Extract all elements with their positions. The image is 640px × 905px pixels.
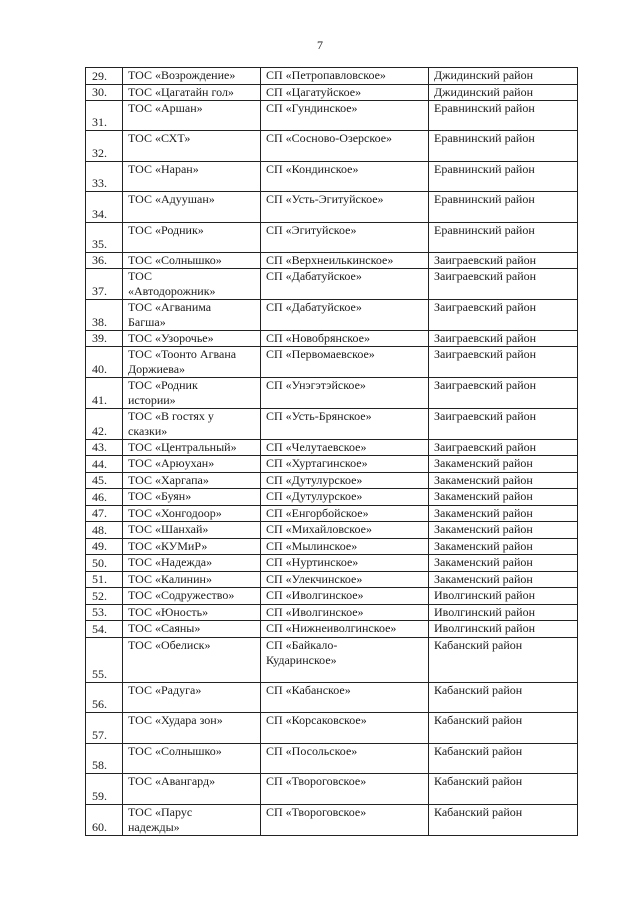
tos-name-cell: ТОС «Юность» xyxy=(123,605,261,621)
table-row xyxy=(86,473,578,489)
row-number-cell: 39. xyxy=(86,331,123,347)
tos-name-cell: ТОС «Адуушан» xyxy=(123,192,261,223)
row-number-cell: 44. xyxy=(86,456,123,473)
settlement-cell: СП «Корсаковское» xyxy=(261,713,429,744)
tos-name-cell: ТОС «Возрождение» xyxy=(123,68,261,85)
tos-name-cell: ТОС «Радуга» xyxy=(123,683,261,713)
tos-name-cell: ТОС «Родник истории» xyxy=(123,378,261,409)
row-number-cell: 59. xyxy=(86,774,123,805)
table-row xyxy=(86,440,578,456)
tos-name-cell: ТОС «Буян» xyxy=(123,489,261,506)
row-number-cell: 57. xyxy=(86,713,123,744)
district-cell: Заиграевский район xyxy=(429,347,578,378)
settlement-cell: СП «Нуртинское» xyxy=(261,555,429,572)
district-cell: Закаменский район xyxy=(429,489,578,506)
row-number-cell: 49. xyxy=(86,539,123,555)
tos-name-cell: ТОС «Узорочье» xyxy=(123,331,261,347)
settlement-cell: СП «Улекчинское» xyxy=(261,572,429,588)
row-number-cell: 50. xyxy=(86,555,123,572)
district-cell: Закаменский район xyxy=(429,506,578,522)
district-cell: Еравнинский район xyxy=(429,162,578,192)
tos-name-cell: ТОС «Калинин» xyxy=(123,572,261,588)
row-number-cell: 30. xyxy=(86,85,123,101)
settlement-cell: СП «Твороговское» xyxy=(261,805,429,836)
page-number: 7 xyxy=(317,38,323,52)
table-row xyxy=(86,162,578,192)
table-row xyxy=(86,85,578,101)
settlement-cell: СП «Байкало- Кударинское» xyxy=(261,638,429,683)
district-cell: Закаменский район xyxy=(429,539,578,555)
table-row xyxy=(86,253,578,269)
row-number-cell: 36. xyxy=(86,253,123,269)
table-row xyxy=(86,774,578,805)
table-row xyxy=(86,805,578,836)
tos-name-cell: ТОС «Цагатайн гол» xyxy=(123,85,261,101)
row-number-cell: 53. xyxy=(86,605,123,621)
tos-name-cell: ТОС «Парус надежды» xyxy=(123,805,261,836)
tos-name-cell: ТОС «Шанхай» xyxy=(123,522,261,539)
settlement-cell: СП «Нижнеиволгинское» xyxy=(261,621,429,638)
table-row xyxy=(86,456,578,473)
district-cell: Закаменский район xyxy=(429,572,578,588)
row-number-cell: 34. xyxy=(86,192,123,223)
row-number-cell: 51. xyxy=(86,572,123,588)
settlement-cell: СП «Усть-Брянское» xyxy=(261,409,429,440)
settlement-cell: СП «Усть-Эгитуйское» xyxy=(261,192,429,223)
tos-name-cell: ТОС «Наран» xyxy=(123,162,261,192)
tos-name-cell: ТОС «Центральный» xyxy=(123,440,261,456)
settlement-cell: СП «Эгитуйское» xyxy=(261,223,429,253)
tos-name-cell: ТОС «СХТ» xyxy=(123,131,261,162)
row-number-cell: 41. xyxy=(86,378,123,409)
table-row xyxy=(86,555,578,572)
tos-name-cell: ТОС «Родник» xyxy=(123,223,261,253)
tos-name-cell: ТОС «Автодорожник» xyxy=(123,269,261,300)
table-row xyxy=(86,269,578,300)
row-number-cell: 32. xyxy=(86,131,123,162)
row-number-cell: 60. xyxy=(86,805,123,836)
tos-name-cell: ТОС «КУМиР» xyxy=(123,539,261,555)
settlement-cell: СП «Михайловское» xyxy=(261,522,429,539)
settlement-cell: СП «Енгорбойское» xyxy=(261,506,429,522)
settlement-cell: СП «Иволгинское» xyxy=(261,605,429,621)
row-number-cell: 46. xyxy=(86,489,123,506)
tos-name-cell: ТОС «В гостях у сказки» xyxy=(123,409,261,440)
district-cell: Заиграевский район xyxy=(429,409,578,440)
settlement-cell: СП «Челутаевское» xyxy=(261,440,429,456)
settlement-cell: СП «Твороговское» xyxy=(261,774,429,805)
table-row xyxy=(86,506,578,522)
district-cell: Джидинский район xyxy=(429,85,578,101)
district-cell: Иволгинский район xyxy=(429,621,578,638)
settlement-cell: СП «Петропавловское» xyxy=(261,68,429,85)
table-row xyxy=(86,192,578,223)
district-cell: Заиграевский район xyxy=(429,331,578,347)
district-cell: Закаменский район xyxy=(429,555,578,572)
row-number-cell: 56. xyxy=(86,683,123,713)
settlement-cell: СП «Дабатуйское» xyxy=(261,269,429,300)
district-cell: Еравнинский район xyxy=(429,131,578,162)
table-row xyxy=(86,223,578,253)
table-row xyxy=(86,68,578,85)
tos-name-cell: ТОС «Тоонто Агвана Доржиева» xyxy=(123,347,261,378)
district-cell: Заиграевский район xyxy=(429,253,578,269)
row-number-cell: 33. xyxy=(86,162,123,192)
table-row xyxy=(86,522,578,539)
tos-name-cell: ТОС «Саяны» xyxy=(123,621,261,638)
table-row xyxy=(86,683,578,713)
table-row xyxy=(86,131,578,162)
table-row xyxy=(86,713,578,744)
row-number-cell: 40. xyxy=(86,347,123,378)
tos-name-cell: ТОС «Солнышко» xyxy=(123,744,261,774)
settlement-cell: СП «Первомаевское» xyxy=(261,347,429,378)
district-cell: Еравнинский район xyxy=(429,101,578,131)
district-cell: Кабанский район xyxy=(429,805,578,836)
table-row xyxy=(86,331,578,347)
table-row xyxy=(86,744,578,774)
district-cell: Еравнинский район xyxy=(429,192,578,223)
row-number-cell: 31. xyxy=(86,101,123,131)
district-cell: Заиграевский район xyxy=(429,300,578,331)
row-number-cell: 55. xyxy=(86,638,123,683)
table-row xyxy=(86,300,578,331)
table-row xyxy=(86,101,578,131)
tos-name-cell: ТОС «Аршан» xyxy=(123,101,261,131)
row-number-cell: 48. xyxy=(86,522,123,539)
row-number-cell: 45. xyxy=(86,473,123,489)
row-number-cell: 35. xyxy=(86,223,123,253)
settlement-cell: СП «Гундинское» xyxy=(261,101,429,131)
district-cell: Заиграевский район xyxy=(429,269,578,300)
tos-register-table xyxy=(85,67,578,836)
row-number-cell: 29. xyxy=(86,68,123,85)
table-row xyxy=(86,489,578,506)
table-row xyxy=(86,588,578,605)
row-number-cell: 37. xyxy=(86,269,123,300)
tos-name-cell: ТОС «Худара зон» xyxy=(123,713,261,744)
table-row xyxy=(86,409,578,440)
table-row xyxy=(86,572,578,588)
table-row xyxy=(86,605,578,621)
district-cell: Закаменский район xyxy=(429,456,578,473)
district-cell: Иволгинский район xyxy=(429,588,578,605)
district-cell: Джидинский район xyxy=(429,68,578,85)
district-cell: Кабанский район xyxy=(429,683,578,713)
row-number-cell: 58. xyxy=(86,744,123,774)
settlement-cell: СП «Кондинское» xyxy=(261,162,429,192)
settlement-cell: СП «Дабатуйское» xyxy=(261,300,429,331)
tos-name-cell: ТОС «Солнышко» xyxy=(123,253,261,269)
tos-name-cell: ТОС «Агванима Багша» xyxy=(123,300,261,331)
row-number-cell: 38. xyxy=(86,300,123,331)
tos-name-cell: ТОС «Обелиск» xyxy=(123,638,261,683)
row-number-cell: 43. xyxy=(86,440,123,456)
row-number-cell: 42. xyxy=(86,409,123,440)
settlement-cell: СП «Сосново-Озерское» xyxy=(261,131,429,162)
table-row xyxy=(86,638,578,683)
district-cell: Еравнинский район xyxy=(429,223,578,253)
district-cell: Закаменский район xyxy=(429,522,578,539)
table-row xyxy=(86,539,578,555)
settlement-cell: СП «Верхнеилькинское» xyxy=(261,253,429,269)
row-number-cell: 47. xyxy=(86,506,123,522)
table-row xyxy=(86,378,578,409)
settlement-cell: СП «Иволгинское» xyxy=(261,588,429,605)
settlement-cell: СП «Посольское» xyxy=(261,744,429,774)
district-cell: Иволгинский район xyxy=(429,605,578,621)
district-cell: Заиграевский район xyxy=(429,440,578,456)
settlement-cell: СП «Хуртагинское» xyxy=(261,456,429,473)
settlement-cell: СП «Дутулурское» xyxy=(261,473,429,489)
tos-name-cell: ТОС «Арюухан» xyxy=(123,456,261,473)
settlement-cell: СП «Дутулурское» xyxy=(261,489,429,506)
district-cell: Кабанский район xyxy=(429,713,578,744)
district-cell: Заиграевский район xyxy=(429,378,578,409)
district-cell: Кабанский район xyxy=(429,638,578,683)
settlement-cell: СП «Мылинское» xyxy=(261,539,429,555)
row-number-cell: 54. xyxy=(86,621,123,638)
tos-name-cell: ТОС «Харгапа» xyxy=(123,473,261,489)
district-cell: Кабанский район xyxy=(429,744,578,774)
settlement-cell: СП «Цагатуйское» xyxy=(261,85,429,101)
district-cell: Закаменский район xyxy=(429,473,578,489)
tos-name-cell: ТОС «Хонгодоор» xyxy=(123,506,261,522)
settlement-cell: СП «Кабанское» xyxy=(261,683,429,713)
district-cell: Кабанский район xyxy=(429,774,578,805)
table-row xyxy=(86,347,578,378)
tos-name-cell: ТОС «Надежда» xyxy=(123,555,261,572)
table-row xyxy=(86,621,578,638)
settlement-cell: СП «Унэгэтэйское» xyxy=(261,378,429,409)
tos-name-cell: ТОС «Содружество» xyxy=(123,588,261,605)
settlement-cell: СП «Новобрянское» xyxy=(261,331,429,347)
tos-name-cell: ТОС «Авангард» xyxy=(123,774,261,805)
row-number-cell: 52. xyxy=(86,588,123,605)
